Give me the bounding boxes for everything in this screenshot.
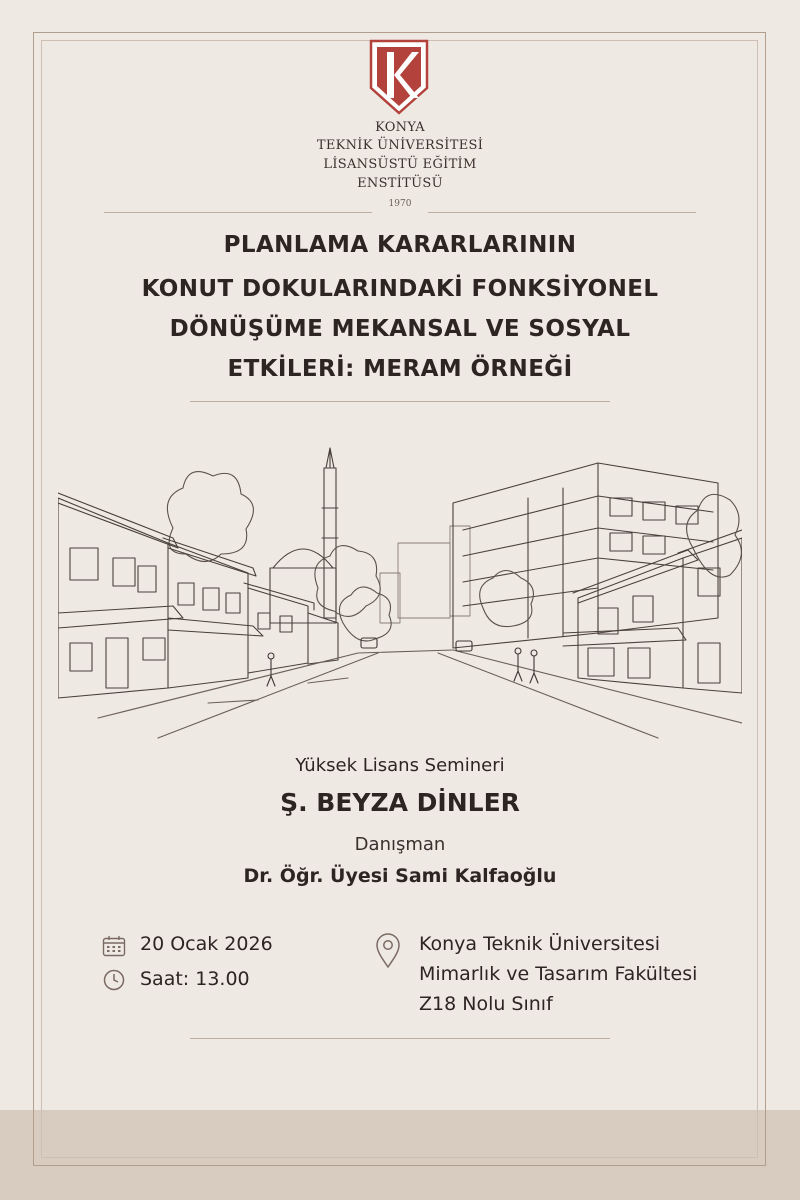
event-date: 20 Ocak 2026 — [140, 933, 273, 955]
institution-line-3: LİSANSÜSTÜ EĞİTİM — [323, 157, 477, 172]
title-line-4: ETKİLERİ: MERAM ÖRNEĞİ — [227, 356, 573, 382]
map-pin-icon — [375, 933, 401, 969]
presenter-name: Ş. BEYZA DİNLER — [280, 788, 520, 817]
divider-left — [104, 212, 372, 213]
clock-icon — [103, 969, 125, 991]
founding-year: 1970 — [388, 199, 412, 209]
title-line-3: DÖNÜŞÜME MEKANSAL VE SOSYAL — [169, 316, 631, 342]
institution-line-4: ENSTİTÜSÜ — [357, 176, 443, 191]
title-line-2: KONUT DOKULARINDAKİ FONKSİYONEL — [141, 276, 659, 302]
calendar-icon — [102, 935, 126, 957]
seminar-type: Yüksek Lisans Semineri — [295, 755, 505, 776]
institution-line-1: KONYA — [375, 120, 425, 135]
street-illustration — [58, 438, 742, 743]
location-line-2: Mimarlık ve Tasarım Fakültesi — [419, 963, 698, 985]
institution-line-2: TEKNİK ÜNİVERSİTESİ — [316, 138, 484, 153]
divider-right — [428, 212, 696, 213]
footer-divider — [190, 1038, 610, 1039]
university-logo — [368, 38, 430, 116]
event-time: Saat: 13.00 — [140, 968, 250, 990]
advisor-name: Dr. Öğr. Üyesi Sami Kalfaoğlu — [243, 865, 557, 887]
title-line-1: PLANLAMA KARARLARININ — [223, 232, 577, 258]
title-divider — [190, 401, 610, 402]
location-line-1: Konya Teknik Üniversitesi — [419, 933, 661, 955]
advisor-label: Danışman — [354, 834, 446, 855]
location-line-3: Z18 Nolu Sınıf — [419, 993, 553, 1015]
